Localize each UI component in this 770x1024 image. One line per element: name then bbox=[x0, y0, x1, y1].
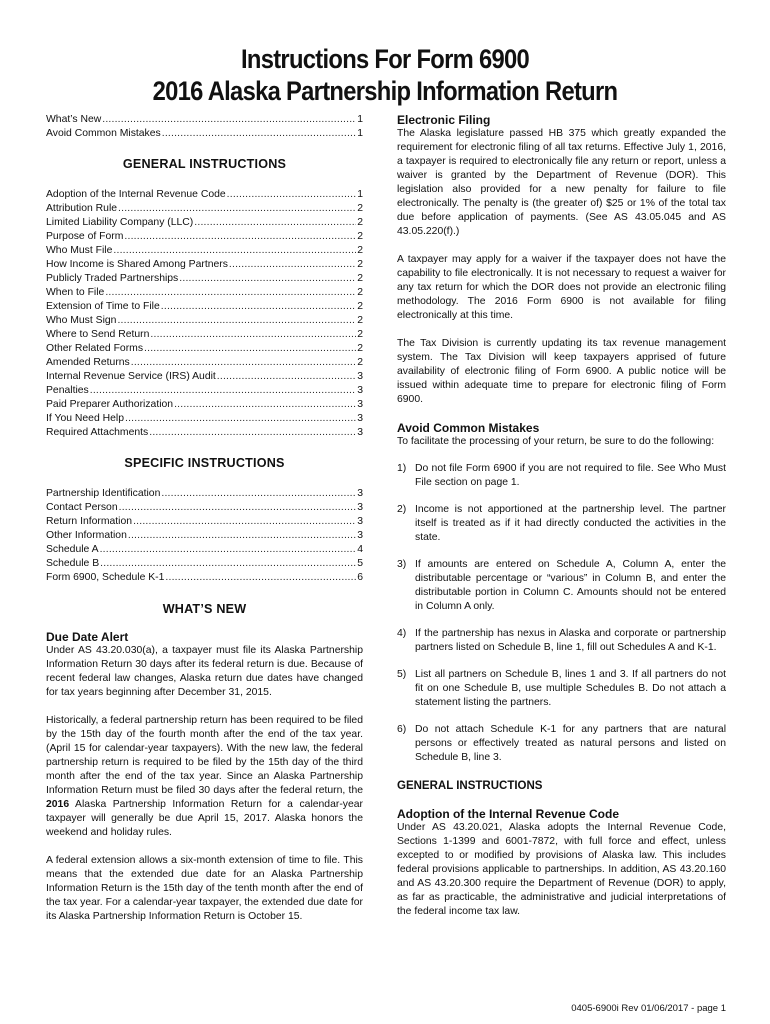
toc-entry[interactable]: Purpose of Form ..... 2 bbox=[46, 230, 363, 244]
toc-entry[interactable]: Extension of Time to File ..... 2 bbox=[46, 300, 363, 314]
document-title: Instructions For Form 6900 bbox=[240, 44, 530, 74]
toc-entry[interactable]: Contact Person ..... 3 bbox=[46, 501, 363, 515]
toc-entry[interactable]: Avoid Common Mistakes ..... 1 bbox=[46, 127, 363, 141]
toc-entry[interactable]: Who Must File ..... 2 bbox=[46, 244, 363, 258]
toc-entry[interactable]: Required Attachments ..... 3 bbox=[46, 426, 363, 440]
toc-entry[interactable]: Who Must Sign ..... 2 bbox=[46, 314, 363, 328]
toc-entry[interactable]: Partnership Identification ..... 3 bbox=[46, 487, 363, 501]
toc-entry[interactable]: Where to Send Return ..... 2 bbox=[46, 328, 363, 342]
toc-entry[interactable]: Paid Preparer Authorization ..... 3 bbox=[46, 398, 363, 412]
toc-entry[interactable]: Schedule A ..... 4 bbox=[46, 543, 363, 557]
toc-entry[interactable]: Internal Revenue Service (IRS) Audit ..... 3 bbox=[46, 370, 363, 384]
adoption-irc-heading: Adoption of the Internal Revenue Code bbox=[397, 807, 620, 821]
specific-instructions-heading: SPECIFIC INSTRUCTIONS bbox=[124, 456, 285, 470]
electronic-filing-heading: Electronic Filing bbox=[397, 113, 491, 127]
toc-top bbox=[46, 113, 363, 141]
toc-entry[interactable]: When to File ..... 2 bbox=[46, 286, 363, 300]
list-item: 5) List all partners on Schedule B, lines 1 and 3. If all partners do not fit on one Schedule B, use multiple Schedules B. Do not attach a statement listing the partners. bbox=[397, 669, 726, 708]
general-instructions-heading: GENERAL INSTRUCTIONS bbox=[122, 157, 287, 171]
list-item: 6) Do not attach Schedule K-1 for any partners that are natural persons or effectively treated as natural persons and listed on Schedule B, line 3. bbox=[397, 724, 726, 763]
mistakes-intro: To facilitate the processing of your return, be sure to do the following: bbox=[397, 436, 715, 447]
electronic-filing-paragraph-3: The Tax Division is currently updating its tax revenue management system. The Tax Division will keep taxpayers apprised of future availability of electronic filing of Form 6900. A public notice will be issued within adequate time to prepare for electronic filing of Form 6900. bbox=[397, 338, 726, 405]
toc-entry[interactable]: Schedule B ..... 5 bbox=[46, 557, 363, 571]
avoid-common-mistakes-heading: Avoid Common Mistakes bbox=[397, 421, 540, 435]
right-column bbox=[397, 113, 726, 919]
toc-entry[interactable]: If You Need Help ..... 3 bbox=[46, 412, 363, 426]
toc-entry[interactable]: Penalties ..... 3 bbox=[46, 384, 363, 398]
list-item: 2) Income is not apportioned at the partnership level. The partner itself is treated as if it had directly conducted the activities in the state. bbox=[397, 504, 726, 543]
electronic-filing-paragraph-1: The Alaska legislature passed HB 375 which greatly expanded the requirement for electronic filing of all tax returns. Effective July 1, 2016, a taxpayer is required to electronically file any return or report, unless a waiver is granted by the Department of Revenue (DOR). This legislation also provided for a new penalty for failure to file electronically. The penalty is (the greater of) $25 or 1% of the total tax due before application of payments. (See AS 43.05.045 and AS 43.05.220(f).) bbox=[397, 128, 726, 237]
toc-entry[interactable]: Other Information ..... 3 bbox=[46, 529, 363, 543]
list-item: 1) Do not file Form 6900 if you are not required to file. See Who Must File section on page 1. bbox=[397, 463, 726, 488]
toc-entry[interactable]: Form 6900, Schedule K-1 ..... 6 bbox=[46, 571, 363, 585]
list-item: 4) If the partnership has nexus in Alaska and corporate or partnership partners listed on Schedule B, line 1, fill out Schedules A and K-1. bbox=[397, 628, 726, 653]
document-subtitle: 2016 Alaska Partnership Information Return bbox=[152, 76, 618, 106]
toc-entry[interactable]: Adoption of the Internal Revenue Code ..... 1 bbox=[46, 188, 363, 202]
mistakes-list bbox=[397, 462, 726, 765]
toc-general bbox=[46, 188, 363, 440]
left-column bbox=[46, 113, 363, 924]
toc-entry[interactable]: Return Information ..... 3 bbox=[46, 515, 363, 529]
due-date-alert-heading: Due Date Alert bbox=[46, 630, 129, 644]
toc-entry[interactable]: Publicly Traded Partnerships ..... 2 bbox=[46, 272, 363, 286]
whats-new-heading: WHAT’S NEW bbox=[162, 602, 247, 616]
due-date-paragraph-1: Under AS 43.20.030(a), a taxpayer must file its Alaska Partnership Information Return 30 days after its federal return is due. Because of recent federal law changes, Alaska return due dates have changed for tax years beginning after December 31, 2015. bbox=[46, 645, 363, 698]
toc-entry[interactable]: How Income is Shared Among Partners ..... 2 bbox=[46, 258, 363, 272]
electronic-filing-paragraph-2: A taxpayer may apply for a waiver if the taxpayer does not have the capability to file electronically. It is not necessary to request a waiver for any tax return for which the DOR does not provide an electronic filing methodology. The 2016 Form 6900 is not available for filing electronically at this time. bbox=[397, 254, 726, 321]
due-date-paragraph-3: A federal extension allows a six-month extension of time to file. This means that the extended due date for an Alaska Partnership Information Return is the 15th day of the tenth month after the end of the tax year. For a calendar-year taxpayer, the extended due date for its Alaska Partnership Information Return is October 15. bbox=[46, 855, 363, 922]
toc-entry[interactable]: Limited Liability Company (LLC) ..... 2 bbox=[46, 216, 363, 230]
toc-entry[interactable]: Attribution Rule ..... 2 bbox=[46, 202, 363, 216]
toc-specific bbox=[46, 487, 363, 585]
adoption-irc-paragraph: Under AS 43.20.021, Alaska adopts the Internal Revenue Code, Sections 1-1399 and 6001-7872, with full force and effect, unless excepted to or modified by provisions of Alaska law. This includes federal provisions applicable to partnerships. In addition, AS 43.20.160 and AS 43.20.300 require the Department of Revenue (DOR) to apply, as far as practicable, the administrative and judicial interpretations of the federal income tax law. bbox=[397, 822, 726, 917]
toc-entry[interactable]: What’s New ..... 1 bbox=[46, 113, 363, 127]
page-footer: 0405-6900i Rev 01/06/2017 - page 1 bbox=[571, 1003, 726, 1014]
toc-entry[interactable]: Other Related Forms ..... 2 bbox=[46, 342, 363, 356]
due-date-paragraph-2: Historically, a federal partnership return has been required to be filed by the 15th day of the fourth month after the end of the tax year. (April 15 for calendar-year taxpayers). With the new law, the federal partnership return is required to be filed by the 15th day of the third month after the end of the tax year. Since an Alaska Partnership Information Return must be filed 30 days after the federal return, the 2016 Alaska Partnership Information Return for a calendar-year taxpayer will generally be due April 15, 2017. Alaska honors the weekend and holiday rules. bbox=[46, 715, 363, 838]
list-item: 3) If amounts are entered on Schedule A, Column A, enter the distributable percentage or “various” in Column B, and enter the distributable portion in Column C. Amounts should not be entered in Column A only. bbox=[397, 559, 726, 612]
general-instructions-heading-right: GENERAL INSTRUCTIONS bbox=[397, 780, 543, 792]
toc-entry[interactable]: Amended Returns ..... 2 bbox=[46, 356, 363, 370]
